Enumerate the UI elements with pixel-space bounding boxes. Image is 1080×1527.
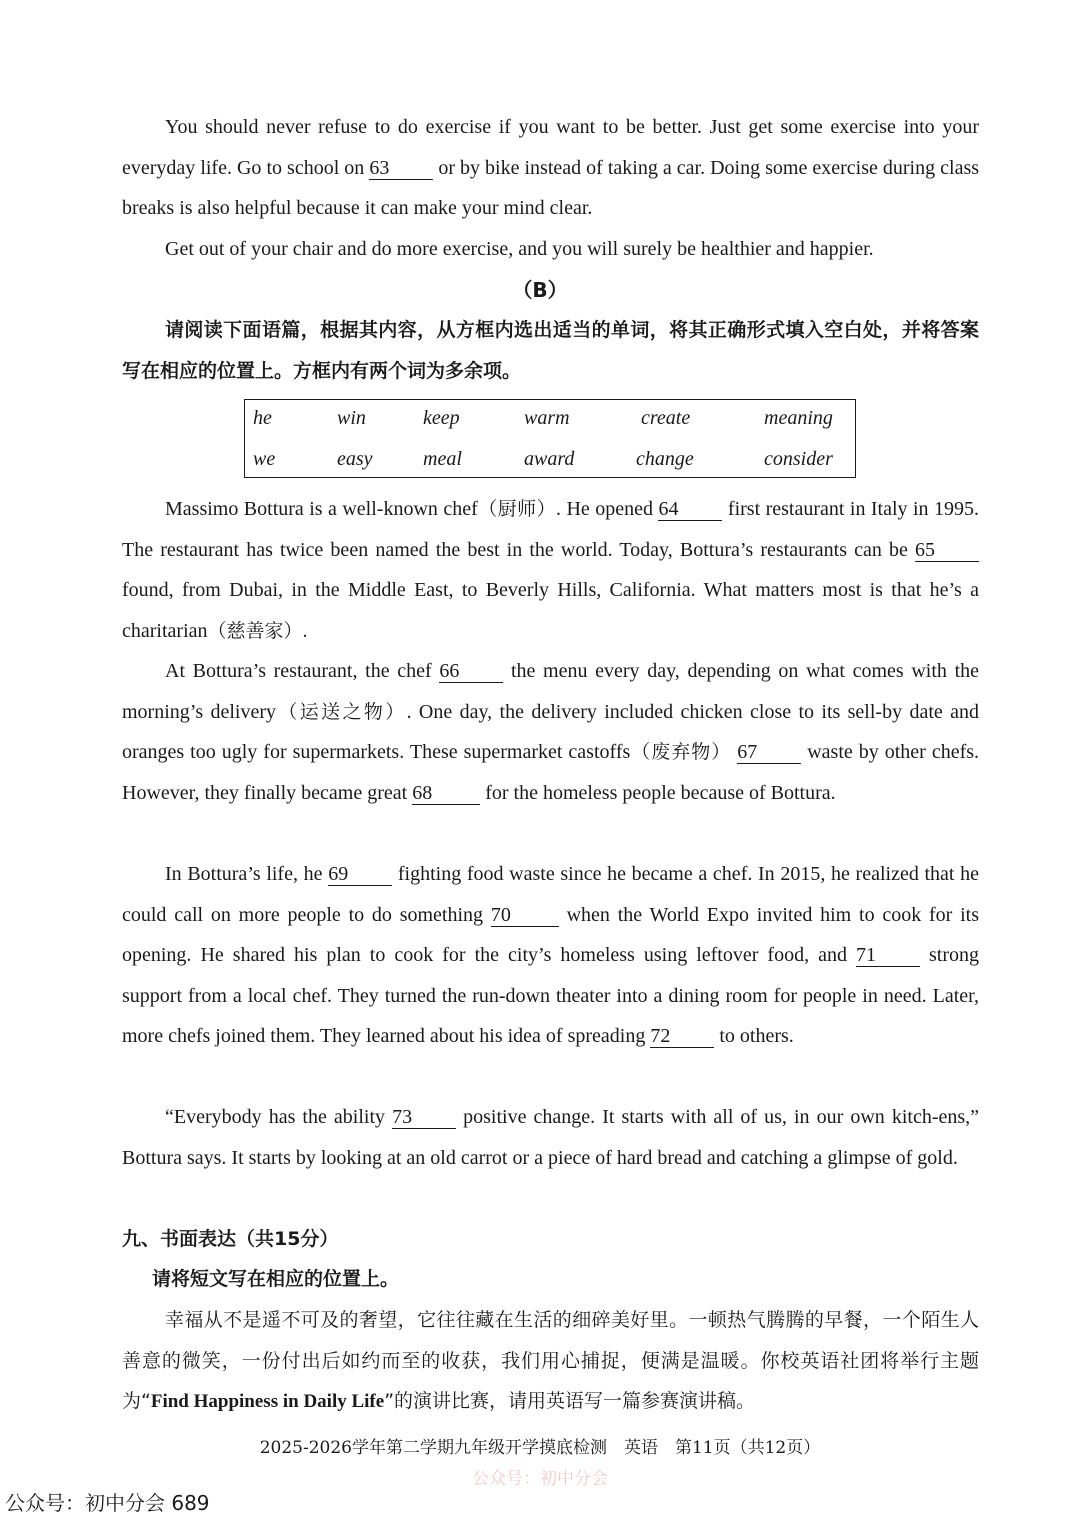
blank-64: 64 xyxy=(658,498,722,521)
word-item: consider xyxy=(764,448,833,470)
paragraph-exercise-2: Get out of your chair and do more exercise, and you will surely be healthier and happier. xyxy=(165,238,874,260)
writing-prompt: 幸福从不是遥不可及的奢望，它往往藏在生活的细碎美好里。一顿热气腾腾的早餐，一个陌生人善意的微笑，一份付出后如约而至的收获，我们用心捕捉，便满是温暖。你校英语社团将举行主题为“Find Happiness in Daily Life”的演讲比赛，请用英语写一篇参赛演讲稿。 xyxy=(122,1309,979,1412)
paragraph-bottura-3: In Bottura’s life, he 69 fighting food waste since he became a chef. In 2015, he realized that he could call on more people to do something 70 when the World Expo invited him to cook for its opening. He shared his plan to cook for the city’s homeless using leftover food, and 71 strong support from a local chef. They turned the run-down theater into a dining room for people in need. Later, more chefs joined them. They learned about his idea of spreading 72 to others. xyxy=(122,863,980,1047)
word-item: change xyxy=(636,448,694,470)
word-item: keep xyxy=(423,407,460,429)
blank-69: 69 xyxy=(328,863,392,886)
word-box xyxy=(244,399,856,478)
blank-72: 72 xyxy=(650,1025,714,1048)
blank-68: 68 xyxy=(412,782,480,805)
section-9-heading: 九、书面表达（共15分） xyxy=(122,1228,339,1250)
word-item: we xyxy=(253,448,276,470)
paragraph-bottura-1: Massimo Bottura is a well-known chef（厨师）. He opened 64 first restaurant in Italy in 1995. The restaurant has twice been named the best in the world. Today, Bottura’s restaurants can be 65 found, from Dubai, in the Middle East, to Beverly Hills, California. What matters most is that he’s a charitarian（慈善家）. xyxy=(122,498,980,642)
watermark: 公众号：初中分会 xyxy=(472,1469,608,1489)
word-item: warm xyxy=(524,407,570,429)
section-9-instruction: 请将短文写在相应的位置上。 xyxy=(152,1268,400,1290)
paragraph-exercise-1: You should never refuse to do exercise if you want to be better. Just get some exercise into your everyday life. Go to school on 63 or by bike instead of taking a car. Doing some exercise during class breaks is also helpful because it can make your mind clear. xyxy=(122,116,980,219)
word-item: award xyxy=(524,448,575,470)
blank-71: 71 xyxy=(856,944,920,967)
account-label: 公众号：初中分会 689 xyxy=(5,1491,210,1515)
paragraph-bottura-4: “Everybody has the ability 73 positive change. It starts with all of us, in our own kitch-ens,” Bottura says. It starts by looking at an old carrot or a piece of hard bread and catching a glimpse of gold. xyxy=(122,1106,980,1169)
blank-73: 73 xyxy=(392,1106,456,1129)
word-item: meal xyxy=(423,448,462,470)
word-item: he xyxy=(253,407,272,429)
section-b-label: （B） xyxy=(512,278,568,302)
blank-63: 63 xyxy=(369,157,433,180)
word-item: create xyxy=(641,407,691,429)
paragraph-bottura-2: At Bottura’s restaurant, the chef 66 the menu every day, depending on what comes with the morning’s delivery（运送之物）. One day, the delivery included chicken close to its sell-by date and oranges too ugly for supermarkets. These supermarket castoffs（废弃物） 67 waste by other chefs. However, they finally became great 68 for the homeless people because of Bottura. xyxy=(122,660,980,804)
word-item: easy xyxy=(337,448,373,470)
blank-65: 65 xyxy=(915,539,979,562)
page-footer: 2025-2026学年第二学期九年级开学摸底检测 英语 第11页（共12页） xyxy=(259,1438,821,1458)
blank-70: 70 xyxy=(491,904,559,927)
word-item: win xyxy=(337,407,366,429)
blank-67: 67 xyxy=(737,741,801,764)
blank-66: 66 xyxy=(439,660,503,683)
section-b-instruction: 请阅读下面语篇，根据其内容，从方框内选出适当的单词，将其正确形式填入空白处，并将答案写在相应的位置上。方框内有两个词为多余项。 xyxy=(122,319,979,382)
theme-title: Find Happiness in Daily Life xyxy=(150,1391,385,1412)
word-item: meaning xyxy=(764,407,833,429)
